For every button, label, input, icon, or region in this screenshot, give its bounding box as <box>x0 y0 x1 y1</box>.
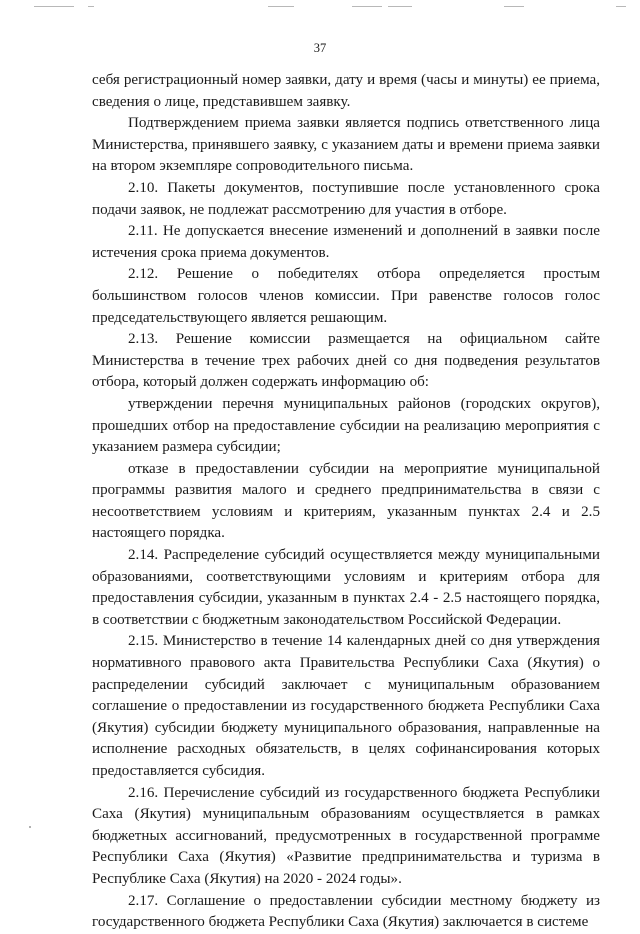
clause-2-10: 2.10. Пакеты документов, поступившие после установленного срока подачи заявок, не подлежат рассмотрению для участия в отборе. <box>92 179 600 218</box>
clause-2-13: 2.13. Решение комиссии размещается на официальном сайте Министерства в течение трех рабочих дней со дня подведения результатов отбора, который должен содержать информацию об: <box>92 331 600 391</box>
paragraph-continuation: себя регистрационный номер заявки, дату и время (часы и минуты) ее приема, сведения о лице, представившем заявку. <box>92 72 600 110</box>
clause-2-14: 2.14. Распределение субсидий осуществляется между муниципальными образованиями, соответствующими условиям и критериям отбора для предоставления субсидии, указанным в пунктах 2.4 - 2.5 настоящего порядка, в соответствии с бюджетным законодательством Российской Федерации. <box>92 547 600 628</box>
clause-2-13-item-approval: утверждении перечня муниципальных районов (городских округов), прошедших отбор на предоставление субсидии на реализацию мероприятия с указанием размера субсидии; <box>92 395 600 456</box>
clause-2-17: 2.17. Соглашение о предоставлении субсидии местному бюджету из государственного бюджета Республики Саха (Якутия) заключается в системе <box>92 892 600 931</box>
page-number: 37 <box>313 41 327 55</box>
clause-2-13-item-refusal: отказе в предоставлении субсидии на мероприятие муниципальной программы развития малого и среднего предпринимательства в связи с несоответствием условиям и критериям, указанным пунктах 2.4 и 2.5 настоящего порядка. <box>92 460 600 542</box>
paragraph-confirmation: Подтверждением приема заявки является подпись ответственного лица Министерства, принявшего заявку, с указанием даты и времени приема заявки на втором экземпляре сопроводительного письма. <box>92 115 600 175</box>
scan-speck <box>29 826 31 828</box>
clause-2-16: 2.16. Перечисление субсидий из государственного бюджета Республики Саха (Якутия) муниципальным образованиям осуществляется в рамках бюджетных ассигнований, предусмотренных в государственной программе Республики Саха (Якутия) «Развитие предпринимательства и туризма в Республике Саха (Якутия) на 2020 - 2024 годы». <box>92 784 600 887</box>
scan-artifacts <box>0 6 640 12</box>
clause-2-11: 2.11. Не допускается внесение изменений и дополнений в заявки после истечения срока приема документов. <box>92 223 600 261</box>
document-body <box>92 70 600 934</box>
clause-2-15: 2.15. Министерство в течение 14 календарных дней со дня утверждения нормативного правового акта Правительства Республики Саха (Якутия) о распределении субсидий заключает с муниципальным образованием соглашение о предоставлении из государственного бюджета Республики Саха (Якутия) субсидии бюджету муниципального образования, направленные на исполнение расходных обязательств, в целях софинансирования которых предоставляется субсидия. <box>92 633 600 779</box>
clause-2-12: 2.12. Решение о победителях отбора определяется простым большинством голосов членов комиссии. При равенстве голосов голос председательствующего является решающим. <box>92 266 600 326</box>
